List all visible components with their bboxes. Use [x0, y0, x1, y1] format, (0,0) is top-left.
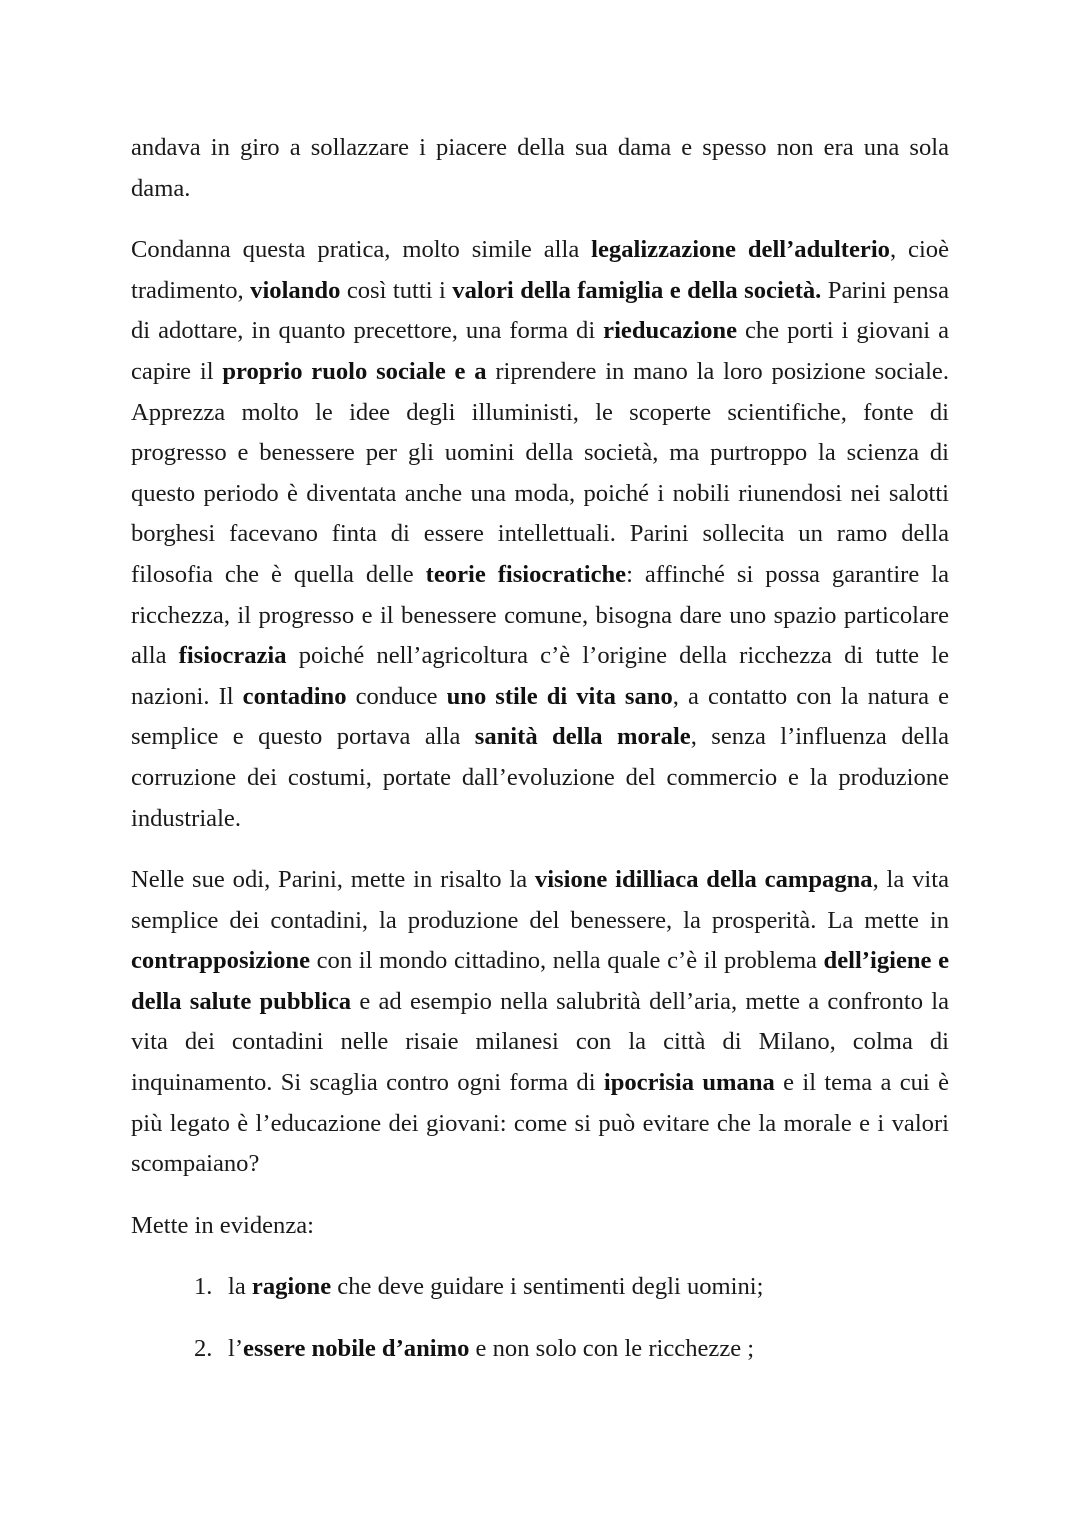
- bold-text: fisiocrazia: [178, 642, 287, 670]
- bold-text: contrapposizione: [131, 947, 310, 975]
- text-segment: , cioè tradimento,: [131, 236, 949, 304]
- list-item-number: 2.: [194, 1335, 213, 1363]
- text-segment: poiché nell’agricoltura c’è l’origine della ricchezza di tutte le nazioni. Il: [131, 642, 949, 710]
- bold-text: dell’igiene e della salute pubblica: [131, 947, 949, 1015]
- text-segment: , a contatto con la natura e semplice e questo portava alla: [131, 682, 950, 751]
- text-segment: : affinché si possa garantire la ricchezza, il progresso e il benessere comune, bisogna dare uno spazio particolare alla: [131, 560, 949, 670]
- text-segment: andava in giro a sollazzare i piacere della sua dama e spesso non era una sola dama.: [131, 134, 949, 202]
- numbered-list: [131, 1267, 949, 1369]
- text-segment: con il mondo cittadino, nella quale c’è il problema: [310, 947, 824, 975]
- text-segment: così tutti i: [340, 276, 453, 304]
- list-item-text: [228, 1329, 754, 1370]
- text-segment: che porti i giovani a capire il: [131, 317, 949, 385]
- bold-text: rieducazione: [603, 317, 738, 345]
- text-segment: , senza l’influenza della corruzione dei costumi, portate dall’evoluzione del commercio e la produzione industriale.: [131, 723, 949, 832]
- text-segment: che deve guidare i sentimenti degli uomini;: [331, 1273, 764, 1301]
- bold-text: uno stile di vita sano: [446, 682, 673, 710]
- bold-text: contadino: [242, 682, 347, 710]
- bold-text: sanità della morale: [474, 723, 691, 751]
- list-item-number: 1.: [194, 1273, 213, 1301]
- text-segment: , la vita semplice dei contadini, la produzione del benessere, la prosperità. La mette in: [131, 866, 949, 934]
- bold-text: ragione: [251, 1273, 332, 1301]
- text-segment: l’: [228, 1335, 244, 1363]
- text-segment: la: [228, 1273, 252, 1301]
- document-page: [131, 128, 949, 1391]
- bold-text: essere nobile d’animo: [243, 1335, 470, 1363]
- bold-text: violando: [250, 276, 341, 304]
- list-item: [194, 1267, 949, 1308]
- paragraph: [131, 860, 949, 1185]
- bold-text: legalizzazione dell’adulterio: [591, 236, 890, 264]
- text-segment: e ad esempio nella salubrità dell’aria, mette a confronto la vita dei contadini nelle risaie milanesi con la città di Milano, colma di inquinamento. Si scaglia contro ogni forma di: [131, 987, 949, 1097]
- bold-text: teorie fisiocratiche: [425, 560, 627, 588]
- document-body: [131, 128, 949, 1246]
- bold-text: ipocrisia umana: [603, 1069, 775, 1097]
- text-segment: Parini pensa di adottare, in quanto precettore, una forma di: [131, 276, 950, 345]
- text-segment: conduce: [346, 682, 447, 710]
- paragraph: [131, 128, 949, 209]
- paragraph: [131, 1206, 949, 1247]
- text-segment: e non solo con le ricchezze ;: [469, 1335, 755, 1363]
- list-item-text: [228, 1267, 763, 1308]
- paragraph: [131, 230, 949, 839]
- bold-text: proprio ruolo sociale e a: [222, 357, 487, 385]
- list-item: [194, 1329, 949, 1370]
- text-segment: riprendere in mano la loro posizione sociale. Apprezza molto le idee degli illuministi, le scoperte scientifiche, fonte di progresso e benessere per gli uomini della società, ma purtroppo la scienza di questo periodo è diventata anche una moda, poiché i nobili riunendosi nei salotti borghesi facevano finta di essere intellettuali. Parini sollecita un ramo della filosofia che è quella delle: [131, 357, 949, 588]
- bold-text: visione idilliaca della campagna: [534, 866, 873, 894]
- text-segment: Condanna questa pratica, molto simile alla: [131, 236, 592, 264]
- text-segment: e il tema a cui è più legato è l’educazione dei giovani: come si può evitare che la morale e i valori scompaiano?: [131, 1069, 949, 1178]
- text-segment: Mette in evidenza:: [131, 1211, 315, 1239]
- bold-text: valori della famiglia e della società.: [452, 276, 822, 304]
- text-segment: Nelle sue odi, Parini, mette in risalto la: [131, 866, 535, 894]
